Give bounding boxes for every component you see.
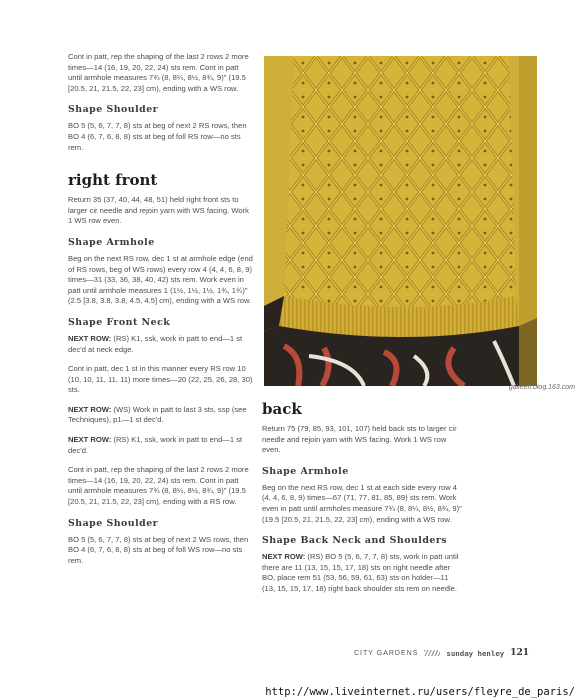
heading-shape-armhole: Shape Armhole [262, 465, 349, 477]
paragraph: Cont in patt, rep the shaping of the last 2 rows 2 more times—14 (16, 19, 20, 22, 24) sts rem. Cont in patt until armhole measures 7¾ (8, 8¼, 8½, 8¾, 9)" (19.5 [20.5, 21, 21.5, 22, 23] cm), ending with a WS row. [68, 52, 249, 93]
heading-shape-armhole: Shape Armhole [68, 236, 155, 248]
paragraph: NEXT ROW: (RS) K1, ssk, work in patt to end—1 st dec'd at neck edge. [68, 333, 243, 354]
heading-shape-front-neck: Shape Front Neck [68, 316, 171, 328]
section-title-right-front: right front [68, 171, 158, 190]
next-row-label: NEXT ROW: [68, 435, 112, 445]
left-column [68, 52, 254, 575]
sweater-photo [264, 56, 537, 386]
paragraph: NEXT ROW: (RS) BO 5 (5, 6, 7, 7, 8) sts, work in patt until there are 11 (13, 15, 15, 17, 18) sts on right needle after BO, place rem 51 (53, 56, 59, 61, 63) sts on holder—11 (13, 15, 15, 17, 18) right back shoulder sts rem on needle. [262, 552, 459, 593]
paragraph: Cont in patt, rep the shaping of the last 2 rows 2 more times—14 (16, 19, 20, 22, 24) sts rem. Cont in patt until armhole measures 7¾ (8, 8¼, 8½, 8¾, 9)" (19.5 [20.5, 21, 21.5, 22, 23] cm), ending with a RS row. [68, 465, 249, 507]
page-footer [354, 648, 540, 658]
hatch-divider-icon [424, 650, 440, 656]
paragraph: Cont in patt, dec 1 st in this manner every RS row 10 (10, 10, 11, 11, 11) more times—20 (22, 25, 26, 28, 30) sts. [68, 364, 253, 395]
heading-shape-back-neck: Shape Back Neck and Shoulders [262, 535, 448, 547]
next-row-label: NEXT ROW: [68, 404, 112, 414]
paragraph: Beg on the next RS row, dec 1 st at each side every row 4 (4, 4, 6, 8, 9) times—67 (71, 77, 81, 85, 89) sts rem. Work even in patt until armholes measure 7¾ (8, 8¼, 8½, 8¾, 9)" (19.5 [20.5, 21, 21.5, 22, 23] cm), ending with a WS row. [262, 482, 462, 524]
right-column [262, 400, 462, 604]
lace-sweater-image [264, 56, 537, 386]
footer-brand: sunday henley [446, 648, 505, 658]
paragraph: Return 75 (79, 85, 93, 101, 107) held back sts to larger cir needle and rejoin yarn with WS facing. Work 1 WS row even. [262, 424, 457, 455]
paragraph: BO 5 (5, 6, 7, 7, 8) sts at beg of next 2 RS rows, then BO 4 (6, 7, 6, 8, 8) sts at beg of foll RS row—no sts rem. [68, 121, 247, 152]
paragraph: BO 5 (5, 6, 7, 7, 8) sts at beg of next 2 WS rows, then BO 4 (6, 7, 6, 8, 8) sts at beg of foll WS row—no sts rem. [68, 534, 249, 565]
next-row-label: NEXT ROW: [68, 333, 112, 343]
page-number: 121 [510, 648, 530, 658]
paragraph: Beg on the next RS row, dec 1 st at armhole edge (end of RS rows, beg of WS rows) every row 4 (4, 4, 6, 8, 9) times—31 (33, 36, 38, 40, 42) sts rem. Work even in patt until armhole measures 1 (1½, 1½, 1½, 1¾, 1¾)" (2.5 [3.8, 3.8, 3.8, 4.5, 4.5] cm), ending with a WS row. [68, 253, 253, 306]
heading-shape-shoulder: Shape Shoulder [68, 517, 159, 529]
paragraph: NEXT ROW: (WS) Work in patt to last 3 sts, ssp (see Techniques), p1—1 st dec'd. [68, 404, 247, 425]
next-row-label: NEXT ROW: [262, 552, 306, 562]
section-title-back: back [262, 400, 302, 418]
footer-section: CITY GARDENS [354, 649, 419, 657]
paragraph: Return 35 (37, 40, 44, 48, 51) held right front sts to larger cir needle and rejoin yarn with WS facing. Work 1 WS row even. [68, 195, 249, 226]
heading-shape-shoulder: Shape Shoulder [68, 104, 159, 116]
paragraph: NEXT ROW: (RS) K1, ssk, work in patt to end—1 st dec'd. [68, 435, 243, 455]
watermark: galieefl.blog.163.com [508, 384, 575, 391]
source-url: http://www.liveinternet.ru/users/fleyre_de_paris/ [265, 686, 575, 698]
